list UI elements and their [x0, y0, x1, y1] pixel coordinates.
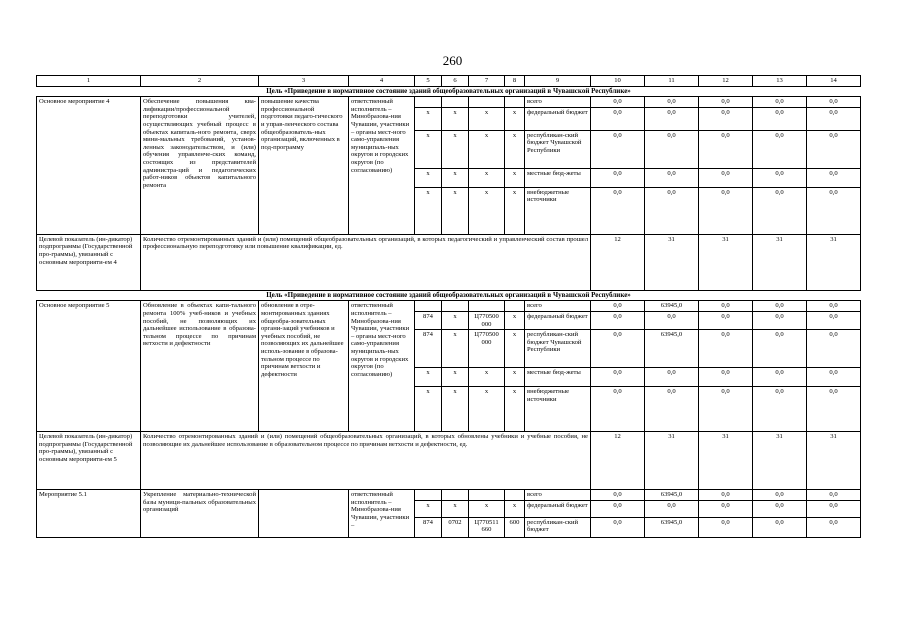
- measure-name: Основное мероприятие 4: [37, 97, 141, 235]
- budget-code: x: [505, 187, 525, 234]
- funding-source: внебюджетные источники: [525, 187, 591, 234]
- measure-name: Основное мероприятие 5: [37, 301, 141, 432]
- budget-code: x: [415, 387, 442, 432]
- funding-value: 0,0: [699, 387, 753, 432]
- funding-value: 0,0: [699, 330, 753, 368]
- funding-value: 0,0: [753, 311, 807, 329]
- funding-value: 0,0: [807, 97, 861, 108]
- budget-code: x: [469, 368, 505, 387]
- budget-code: x: [442, 368, 469, 387]
- funding-value: 0,0: [699, 187, 753, 234]
- funding-value: 0,0: [753, 97, 807, 108]
- funding-value: 63945,0: [645, 330, 699, 368]
- indicator-row: [37, 234, 861, 290]
- budget-code: x: [469, 130, 505, 168]
- funding-value: 0,0: [753, 387, 807, 432]
- funding-source: республикан-ский бюджет: [525, 517, 591, 537]
- measure-description: Укрепление материально-технической базы муници-пальных образовательных организаций: [141, 490, 259, 538]
- indicator-row: [37, 432, 861, 490]
- column-header: 11: [645, 76, 699, 87]
- budget-code: 874: [415, 330, 442, 368]
- funding-value: 0,0: [591, 368, 645, 387]
- budget-code: [442, 301, 469, 312]
- funding-value: 0,0: [591, 130, 645, 168]
- budget-code: 874: [415, 311, 442, 329]
- table-row: [37, 301, 861, 312]
- indicator-value: 12: [591, 234, 645, 290]
- funding-value: 0,0: [699, 517, 753, 537]
- budget-code: x: [505, 368, 525, 387]
- column-header: 14: [807, 76, 861, 87]
- funding-value: 0,0: [645, 187, 699, 234]
- column-header: 1: [37, 76, 141, 87]
- funding-value: 0,0: [699, 500, 753, 517]
- funding-value: 0,0: [807, 330, 861, 368]
- budget-code: [415, 490, 442, 501]
- funding-value: 0,0: [591, 97, 645, 108]
- funding-value: 0,0: [645, 97, 699, 108]
- funding-source: всего: [525, 490, 591, 501]
- measure-executor: ответственный исполнитель – Минобразова-ния Чувашии, участники –: [349, 490, 415, 538]
- budget-code: x: [505, 311, 525, 329]
- budget-code: x: [505, 330, 525, 368]
- funding-value: 0,0: [807, 107, 861, 130]
- budget-code: [415, 97, 442, 108]
- budget-code: 0702: [442, 517, 469, 537]
- budget-code: x: [505, 130, 525, 168]
- goal-row: [37, 290, 861, 301]
- funding-value: 0,0: [645, 107, 699, 130]
- measure-executor: ответственный исполнитель – Минобразова-ния Чувашии, участники – органы мест-ного само-управления муниципаль-ных округов и городских округов (по согласованию): [349, 301, 415, 432]
- budget-code: [469, 301, 505, 312]
- indicator-value: 31: [807, 432, 861, 490]
- indicator-value: 31: [699, 234, 753, 290]
- column-header: 9: [525, 76, 591, 87]
- funding-value: 0,0: [591, 301, 645, 312]
- column-header: 5: [415, 76, 442, 87]
- indicator-value: 31: [645, 234, 699, 290]
- funding-value: 0,0: [591, 500, 645, 517]
- indicator-value: 31: [645, 432, 699, 490]
- measure-result: обновление в отре-монтированных зданиях общеобра-зовательных органи-заций учебников и учебных пособий, не позволяющих их дальнейшее исполь-зование в образова-тельном процессе по причинам ветхости и дефектности: [259, 301, 349, 432]
- indicator-text: Количество отремонтированных зданий и (или) помещений общеобразовательных организаций, в которых педагогический и управленческий состав прошел профессиональную переподготовку или повышение квалификации, ед.: [141, 234, 591, 290]
- measure-result: [259, 490, 349, 538]
- program-table: [36, 75, 861, 538]
- budget-code: x: [442, 107, 469, 130]
- budget-code: x: [469, 187, 505, 234]
- funding-value: 0,0: [753, 500, 807, 517]
- funding-value: 0,0: [753, 301, 807, 312]
- indicator-name: Целевой показатель (ин-дикатор) подпрограммы (Государственной про-граммы), увязанный с основным мероприяти-ем 4: [37, 234, 141, 290]
- funding-value: 0,0: [591, 107, 645, 130]
- funding-value: 0,0: [807, 517, 861, 537]
- funding-value: 0,0: [699, 490, 753, 501]
- funding-value: 0,0: [591, 330, 645, 368]
- funding-value: 0,0: [753, 130, 807, 168]
- column-header: 13: [753, 76, 807, 87]
- budget-code: x: [469, 500, 505, 517]
- funding-source: местные бюд-жеты: [525, 368, 591, 387]
- budget-code: x: [469, 168, 505, 187]
- funding-value: 0,0: [753, 187, 807, 234]
- column-header: 2: [141, 76, 259, 87]
- funding-source: внебюджетные источники: [525, 387, 591, 432]
- funding-value: 0,0: [699, 107, 753, 130]
- budget-code: x: [469, 387, 505, 432]
- column-header: 4: [349, 76, 415, 87]
- funding-value: 0,0: [591, 387, 645, 432]
- funding-value: 0,0: [699, 368, 753, 387]
- budget-code: [415, 301, 442, 312]
- budget-code: x: [505, 107, 525, 130]
- budget-code: x: [442, 311, 469, 329]
- measure-result: повышение качества профессиональной подготовки педаго-гического и управ-ленческого состава общеобразователь-ных организаций, включенных в под-программу: [259, 97, 349, 235]
- funding-value: 0,0: [807, 311, 861, 329]
- funding-value: 0,0: [753, 330, 807, 368]
- funding-value: 0,0: [807, 490, 861, 501]
- budget-code: Ц770500 000: [469, 330, 505, 368]
- goal-title: Цель «Приведение в нормативное состояние зданий общеобразовательных организаций в Чувашской Республике»: [37, 290, 861, 301]
- funding-value: 0,0: [591, 517, 645, 537]
- budget-code: x: [442, 500, 469, 517]
- funding-value: 0,0: [753, 107, 807, 130]
- funding-value: 0,0: [807, 387, 861, 432]
- indicator-value: 31: [753, 234, 807, 290]
- goal-row: [37, 86, 861, 97]
- budget-code: [505, 490, 525, 501]
- budget-code: 600: [505, 517, 525, 537]
- budget-code: x: [415, 368, 442, 387]
- budget-code: x: [505, 387, 525, 432]
- budget-code: x: [415, 500, 442, 517]
- funding-value: 63945,0: [645, 301, 699, 312]
- budget-code: x: [442, 187, 469, 234]
- indicator-value: 31: [753, 432, 807, 490]
- budget-code: x: [442, 387, 469, 432]
- funding-value: 0,0: [807, 187, 861, 234]
- funding-value: 0,0: [699, 168, 753, 187]
- funding-value: 0,0: [753, 168, 807, 187]
- indicator-value: 31: [699, 432, 753, 490]
- header-row: [37, 76, 861, 87]
- funding-source: федеральный бюджет: [525, 107, 591, 130]
- budget-code: x: [415, 187, 442, 234]
- funding-value: 63945,0: [645, 517, 699, 537]
- budget-code: x: [415, 130, 442, 168]
- budget-code: [442, 490, 469, 501]
- funding-value: 0,0: [699, 130, 753, 168]
- measure-description: Обеспечение повышения ква-лификации/профессиональной переподготовки учителей, осуществляющих учебный процесс в объектах капиталь-ного ремонта, сверх мини-мальных требований, установ-ленных законодательством, и (или) обучения управленче-ских команд, состоящих из представителей администра-ций и педагогических работ-ников объектов капитального ремонта: [141, 97, 259, 235]
- funding-value: 0,0: [753, 368, 807, 387]
- funding-source: местные бюд-жеты: [525, 168, 591, 187]
- budget-code: x: [505, 500, 525, 517]
- goal-title: Цель «Приведение в нормативное состояние зданий общеобразовательных организаций в Чувашской Республике»: [37, 86, 861, 97]
- funding-value: 0,0: [645, 500, 699, 517]
- funding-value: 0,0: [753, 517, 807, 537]
- budget-code: 874: [415, 517, 442, 537]
- table-row: [37, 490, 861, 501]
- budget-code: x: [505, 168, 525, 187]
- measure-description: Обновление в объектах капи-тального ремонта 100% учеб-ников и учебных пособий, не позволяющих их дальнейшее использование в образова-тельном процессе по причинам ветхости и дефектности: [141, 301, 259, 432]
- budget-code: x: [442, 130, 469, 168]
- funding-value: 0,0: [591, 187, 645, 234]
- indicator-text: Количество отремонтированных зданий и (или) помещений общеобразовательных организаций, в которых обновлены учебники и учебные пособия, не позволяющие их дальнейшее использование в образовательном процессе по причинам ветхости и дефектности, ед.: [141, 432, 591, 490]
- budget-code: x: [415, 107, 442, 130]
- funding-value: 0,0: [591, 168, 645, 187]
- budget-code: [442, 97, 469, 108]
- column-header: 8: [505, 76, 525, 87]
- funding-value: 0,0: [753, 490, 807, 501]
- column-header: 7: [469, 76, 505, 87]
- table-row: [37, 97, 861, 108]
- funding-value: 0,0: [591, 490, 645, 501]
- funding-value: 0,0: [807, 130, 861, 168]
- funding-value: 0,0: [591, 311, 645, 329]
- indicator-value: 31: [807, 234, 861, 290]
- budget-code: x: [442, 330, 469, 368]
- column-header: 6: [442, 76, 469, 87]
- indicator-value: 12: [591, 432, 645, 490]
- funding-value: 63945,0: [645, 490, 699, 501]
- budget-code: x: [442, 168, 469, 187]
- budget-code: x: [469, 107, 505, 130]
- funding-value: 0,0: [807, 500, 861, 517]
- funding-value: 0,0: [699, 311, 753, 329]
- budget-code: [505, 97, 525, 108]
- measure-name: Мероприятие 5.1: [37, 490, 141, 538]
- funding-value: 0,0: [645, 130, 699, 168]
- funding-value: 0,0: [807, 168, 861, 187]
- funding-source: республикан-ский бюджет Чувашской Республики: [525, 330, 591, 368]
- funding-value: 0,0: [645, 368, 699, 387]
- funding-value: 0,0: [699, 97, 753, 108]
- funding-value: 0,0: [807, 301, 861, 312]
- funding-source: республикан-ский бюджет Чувашской Республики: [525, 130, 591, 168]
- measure-executor: ответственный исполнитель – Минобразова-ния Чувашии, участники – органы мест-ного само-управления муниципаль-ных округов и городских округов (по согласованию): [349, 97, 415, 235]
- indicator-name: Целевой показатель (ин-дикатор) подпрограммы (Государственной про-граммы), увязанный с основным мероприяти-ем 5: [37, 432, 141, 490]
- funding-value: 0,0: [645, 387, 699, 432]
- funding-source: всего: [525, 301, 591, 312]
- budget-code: [469, 97, 505, 108]
- funding-value: 0,0: [699, 301, 753, 312]
- budget-code: [469, 490, 505, 501]
- budget-code: [505, 301, 525, 312]
- funding-source: федеральный бюджет: [525, 311, 591, 329]
- budget-code: Ц770500 000: [469, 311, 505, 329]
- funding-value: 0,0: [807, 368, 861, 387]
- column-header: 3: [259, 76, 349, 87]
- budget-code: x: [415, 168, 442, 187]
- page-number: 260: [442, 53, 463, 68]
- funding-source: всего: [525, 97, 591, 108]
- budget-code: Ц770511 660: [469, 517, 505, 537]
- column-header: 10: [591, 76, 645, 87]
- funding-value: 0,0: [645, 311, 699, 329]
- column-header: 12: [699, 76, 753, 87]
- funding-value: 0,0: [645, 168, 699, 187]
- funding-source: федеральный бюджет: [525, 500, 591, 517]
